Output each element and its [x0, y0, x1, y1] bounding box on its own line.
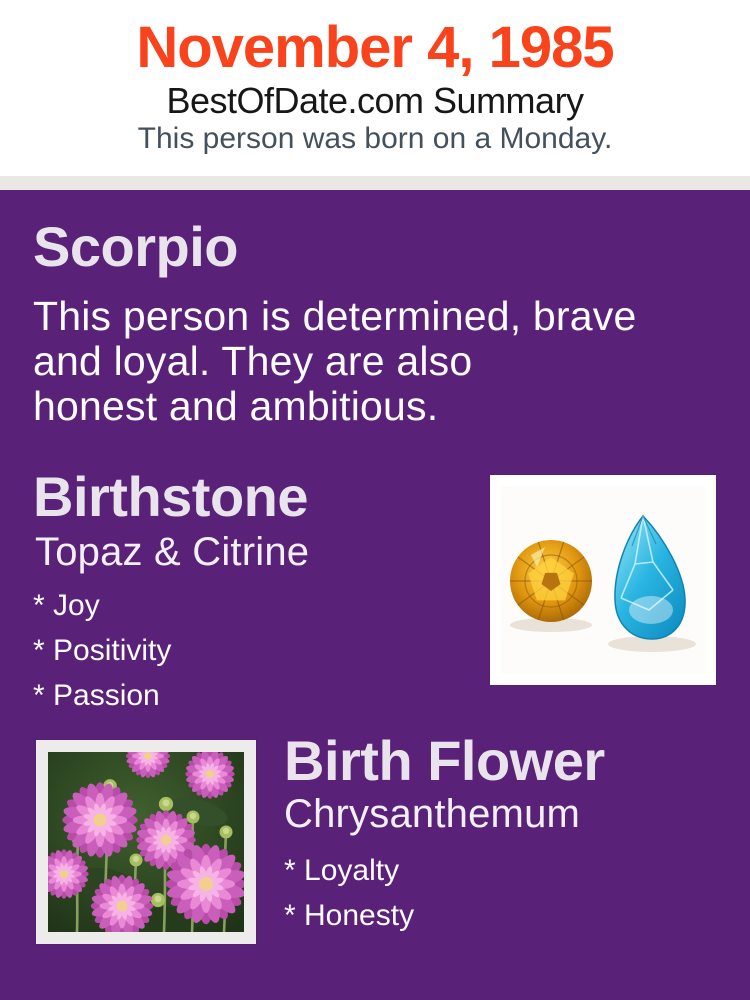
zodiac-description-line: and loyal. They are also	[33, 338, 473, 384]
summary-panel	[0, 190, 750, 1000]
birthstone-trait: * Passion	[33, 679, 160, 712]
birth-flower-traits-list	[284, 848, 414, 938]
date-title: November 4, 1985	[136, 15, 614, 80]
birth-flower-trait: * Loyalty	[284, 854, 400, 887]
birthstone-name: Topaz & Citrine	[35, 530, 310, 574]
birth-flower-image	[36, 740, 256, 944]
divider-band	[0, 176, 750, 190]
birthstone-trait: * Joy	[33, 589, 100, 622]
birthstone-traits-list	[33, 583, 171, 718]
birthstone-trait: * Positivity	[33, 634, 172, 667]
birth-flower-trait: * Honesty	[284, 899, 415, 932]
gems-illustration	[501, 486, 705, 674]
site-summary: BestOfDate.com Summary	[166, 80, 584, 121]
zodiac-description	[33, 294, 733, 429]
chrysanthemum-illustration	[48, 752, 244, 932]
born-day-line: This person was born on a Monday.	[137, 122, 613, 155]
zodiac-sign-heading: Scorpio	[33, 215, 238, 278]
birthstone-image	[490, 475, 716, 685]
zodiac-description-line: This person is determined, brave	[33, 293, 637, 339]
citrine-gem	[510, 540, 592, 622]
birthstone-heading: Birthstone	[33, 465, 308, 528]
zodiac-description-line: honest and ambitious.	[33, 383, 439, 429]
birth-flower-heading: Birth Flower	[284, 729, 605, 792]
birth-flower-name: Chrysanthemum	[284, 792, 581, 836]
